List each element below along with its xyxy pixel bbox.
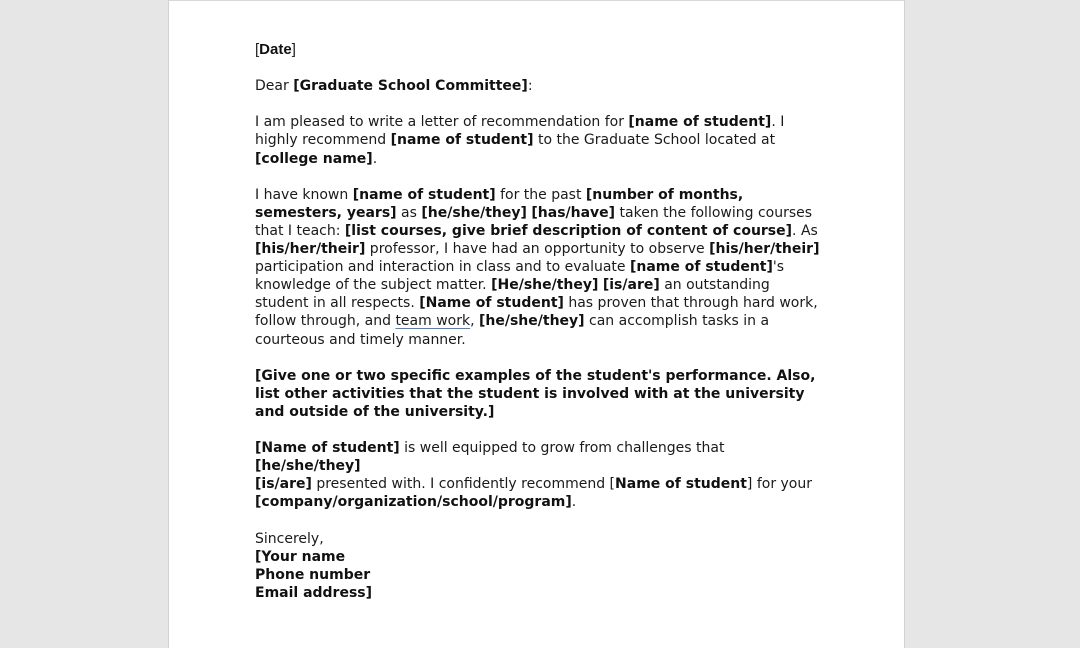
text-run: an outstanding student in all respects. [255, 277, 770, 312]
placeholder: [has/have] [531, 204, 616, 221]
placeholder-name-of-student: [name of student] [628, 114, 772, 131]
paragraph-examples [255, 367, 827, 421]
salutation-recipient: [Graduate School Committee] [293, 78, 528, 95]
salutation-text: Dear [255, 78, 294, 95]
text-run: . As [792, 222, 818, 239]
text-run: presented with. I confidently recommend [ [311, 476, 616, 493]
date-placeholder: Date [259, 41, 292, 58]
placeholder: [list courses, give brief description of content of course] [344, 222, 793, 239]
text-run: 's knowledge of the subject matter. [255, 259, 785, 294]
paragraph-recommend [255, 439, 827, 511]
date-bracket-open: [ [255, 41, 260, 58]
placeholder: [his/her/their] [255, 241, 366, 258]
placeholder: [He/she/they] [491, 277, 599, 294]
signature-name: [Your name [255, 548, 346, 565]
signature-email: Email address] [255, 584, 373, 601]
text-run: . [372, 150, 378, 167]
placeholder: [name of student] [629, 259, 773, 276]
text-run: , [470, 313, 479, 330]
text-run: . [571, 494, 577, 511]
text-run: ] for your [746, 476, 812, 493]
placeholder: [Name of student] [419, 295, 564, 312]
signature-block [255, 530, 827, 602]
placeholder: [is/are] [255, 476, 312, 493]
salutation-colon: : [527, 78, 533, 95]
placeholder: Name of student [615, 476, 747, 493]
date-bracket-close: ] [291, 41, 296, 58]
text-run: participation and interaction in class and to evaluate [255, 259, 630, 276]
text-run: as [396, 204, 422, 221]
text-run: to the Graduate School located at [533, 132, 776, 149]
placeholder: [he/she/they] [255, 458, 361, 475]
document-page[interactable] [168, 0, 905, 648]
paragraph-intro [255, 113, 827, 167]
placeholder: [Name of student] [255, 440, 400, 457]
text-run: is well equipped to grow from challenges that [399, 440, 725, 457]
text-run: . I highly recommend [255, 114, 785, 149]
text-run: has proven that through hard work, follow through, and [255, 295, 818, 330]
placeholder: [number of months, semesters, years] [255, 186, 744, 221]
text-run: for the past [495, 186, 586, 203]
placeholder: [his/her/their] [709, 241, 820, 258]
closing: Sincerely, [255, 530, 324, 547]
spellcheck-underlined-word[interactable]: team work [395, 313, 471, 330]
placeholder: [name of student] [352, 186, 496, 203]
date-line [255, 41, 827, 59]
signature-phone: Phone number [255, 566, 371, 583]
placeholder: [he/she/they] [479, 313, 585, 330]
text-run: professor, I have had an opportunity to observe [365, 241, 710, 258]
text-run: I am pleased to write a letter of recommendation for [255, 114, 629, 131]
paragraph-known [255, 186, 827, 349]
placeholder-name-of-student: [name of student] [390, 132, 534, 149]
salutation [255, 77, 827, 95]
letter-body[interactable] [255, 41, 827, 602]
text-run: taken the following courses that I teach: [255, 204, 813, 239]
text-run: can accomplish tasks in a courteous and timely manner. [255, 313, 770, 348]
placeholder: [company/organization/school/program] [255, 494, 572, 511]
placeholder: [is/are] [602, 277, 660, 294]
placeholder-college-name: [college name] [255, 150, 373, 167]
placeholder-examples: [Give one or two specific examples of the student's performance. Also, list other activities that the student is involved with at the university and outside of the university.] [255, 367, 816, 420]
placeholder: [he/she/they] [421, 204, 527, 221]
text-run: I have known [255, 186, 353, 203]
